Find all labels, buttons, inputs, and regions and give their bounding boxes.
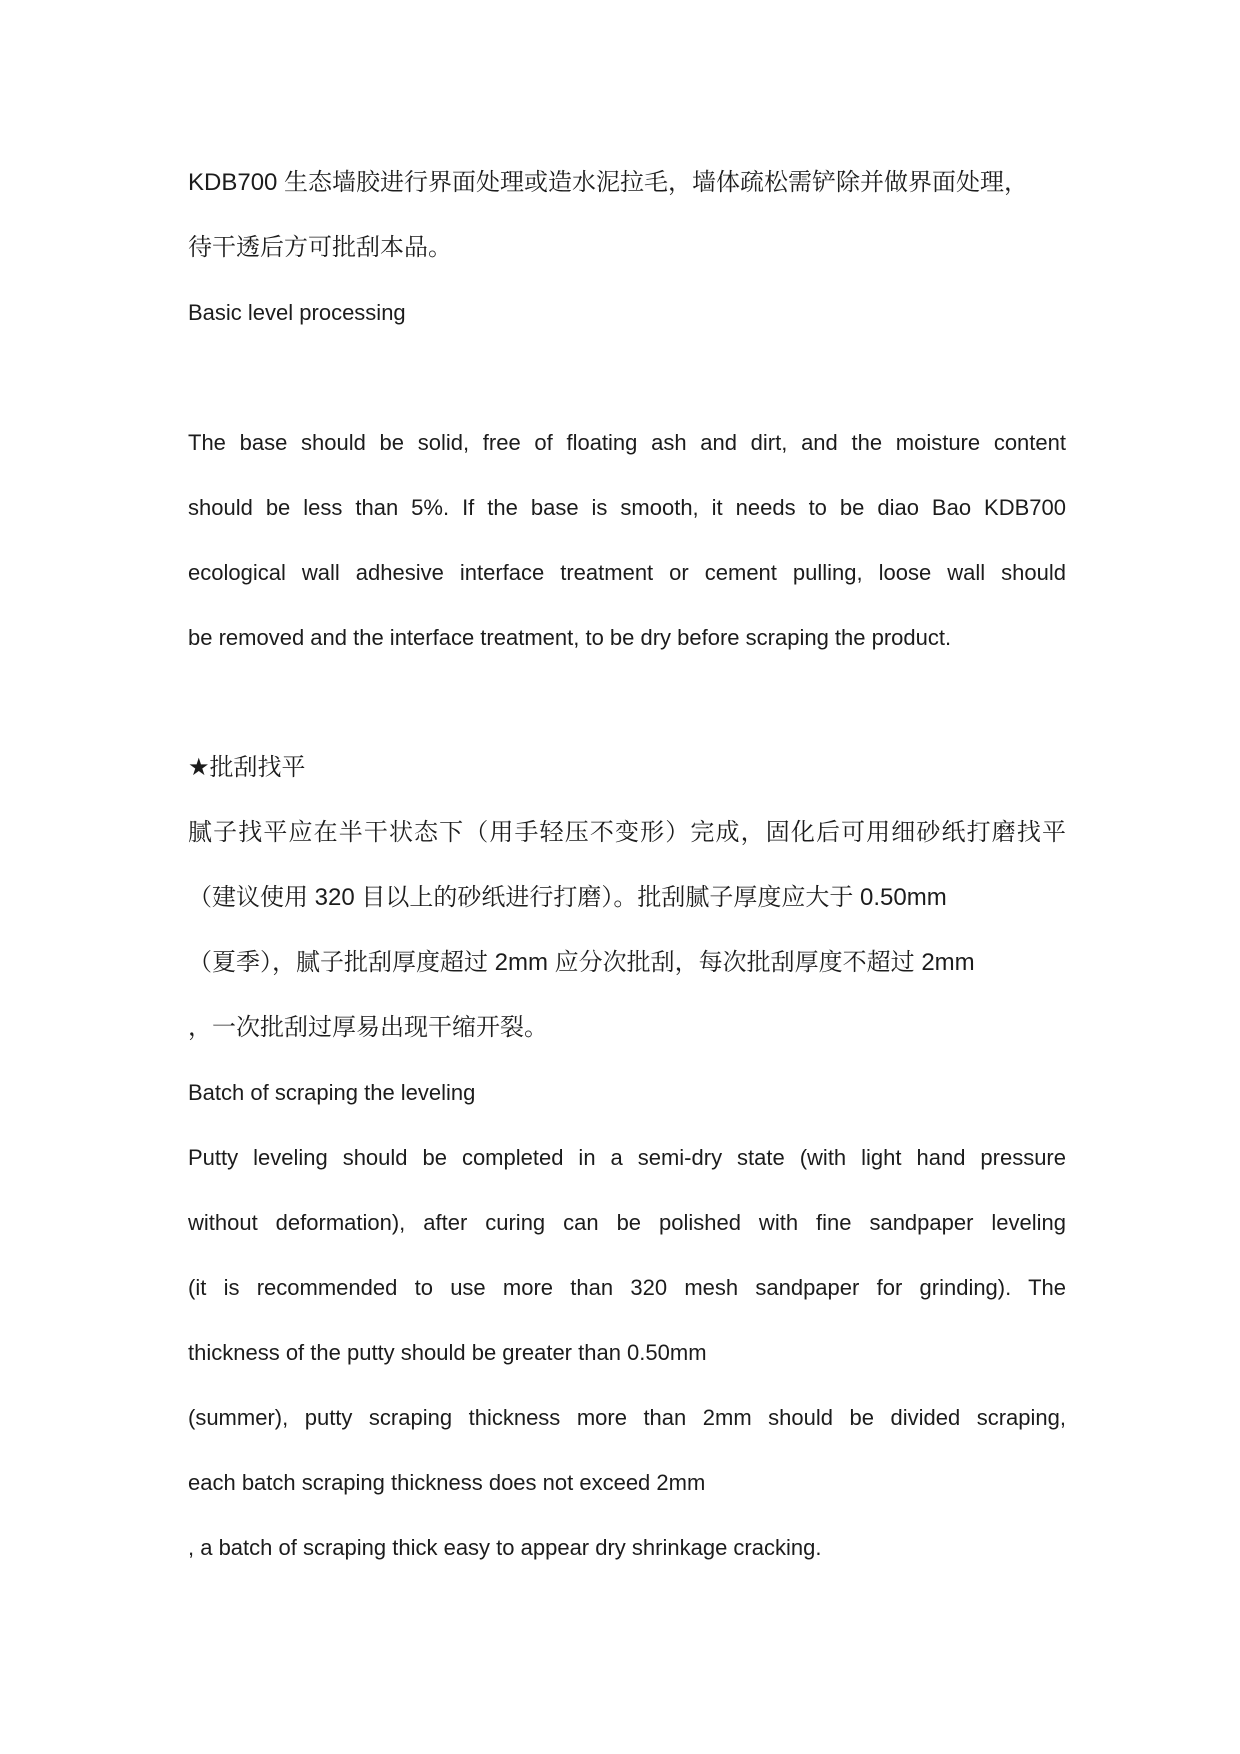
doc-line-scraping-en-2: without deformation), after curing can be polished with fine sandpaper leveling: [188, 1210, 1066, 1235]
heading-basic-level-processing: Basic level processing: [188, 300, 406, 325]
doc-line-base-prep-en-1: The base should be solid, free of floating ash and dirt, and the moisture content: [188, 430, 1066, 455]
doc-line-base-prep-en-4: be removed and the interface treatment, to be dry before scraping the product.: [188, 625, 952, 650]
doc-line-scraping-en-4: thickness of the putty should be greater than 0.50mm: [188, 1340, 707, 1365]
doc-line-base-prep-zh-1: KDB700 生态墙胶进行界面处理或造水泥拉毛，墙体疏松需铲除并做界面处理，: [188, 169, 1029, 196]
doc-line-scraping-zh-2: （建议使用 320 目以上的砂纸进行打磨）。批刮腻子厚度应大于 0.50mm: [188, 884, 947, 911]
doc-line-scraping-zh-4: ，一次批刮过厚易出现干缩开裂。: [188, 1014, 548, 1041]
doc-line-scraping-en-3: (it is recommended to use more than 320 mesh sandpaper for grinding). The: [188, 1275, 1066, 1300]
document-body: [188, 150, 1066, 1580]
doc-line-base-prep-zh-2: 待干透后方可批刮本品。: [188, 234, 452, 261]
doc-line-base-prep-en-3: ecological wall adhesive interface treatment or cement pulling, loose wall should: [188, 560, 1066, 585]
doc-line-scraping-en-7: , a batch of scraping thick easy to appear dry shrinkage cracking.: [188, 1535, 822, 1560]
doc-line-scraping-en-6: each batch scraping thickness does not exceed 2mm: [188, 1470, 706, 1495]
blank-line: [188, 345, 1066, 410]
doc-line-base-prep-en-2: should be less than 5%. If the base is smooth, it needs to be diao Bao KDB700: [188, 495, 1066, 520]
blank-line: [188, 670, 1066, 735]
doc-line-scraping-zh-1: 腻子找平应在半干状态下（用手轻压不变形）完成，固化后可用细砂纸打磨找平: [188, 819, 1066, 846]
doc-line-scraping-en-1: Putty leveling should be completed in a semi-dry state (with light hand pressure: [188, 1145, 1066, 1170]
heading-scraping-leveling-zh: ★批刮找平: [188, 754, 306, 781]
doc-line-scraping-zh-3: （夏季），腻子批刮厚度超过 2mm 应分次批刮，每次批刮厚度不超过 2mm: [188, 949, 975, 976]
heading-batch-scraping-leveling: Batch of scraping the leveling: [188, 1080, 476, 1105]
doc-line-scraping-en-5: (summer), putty scraping thickness more than 2mm should be divided scraping,: [188, 1405, 1066, 1430]
